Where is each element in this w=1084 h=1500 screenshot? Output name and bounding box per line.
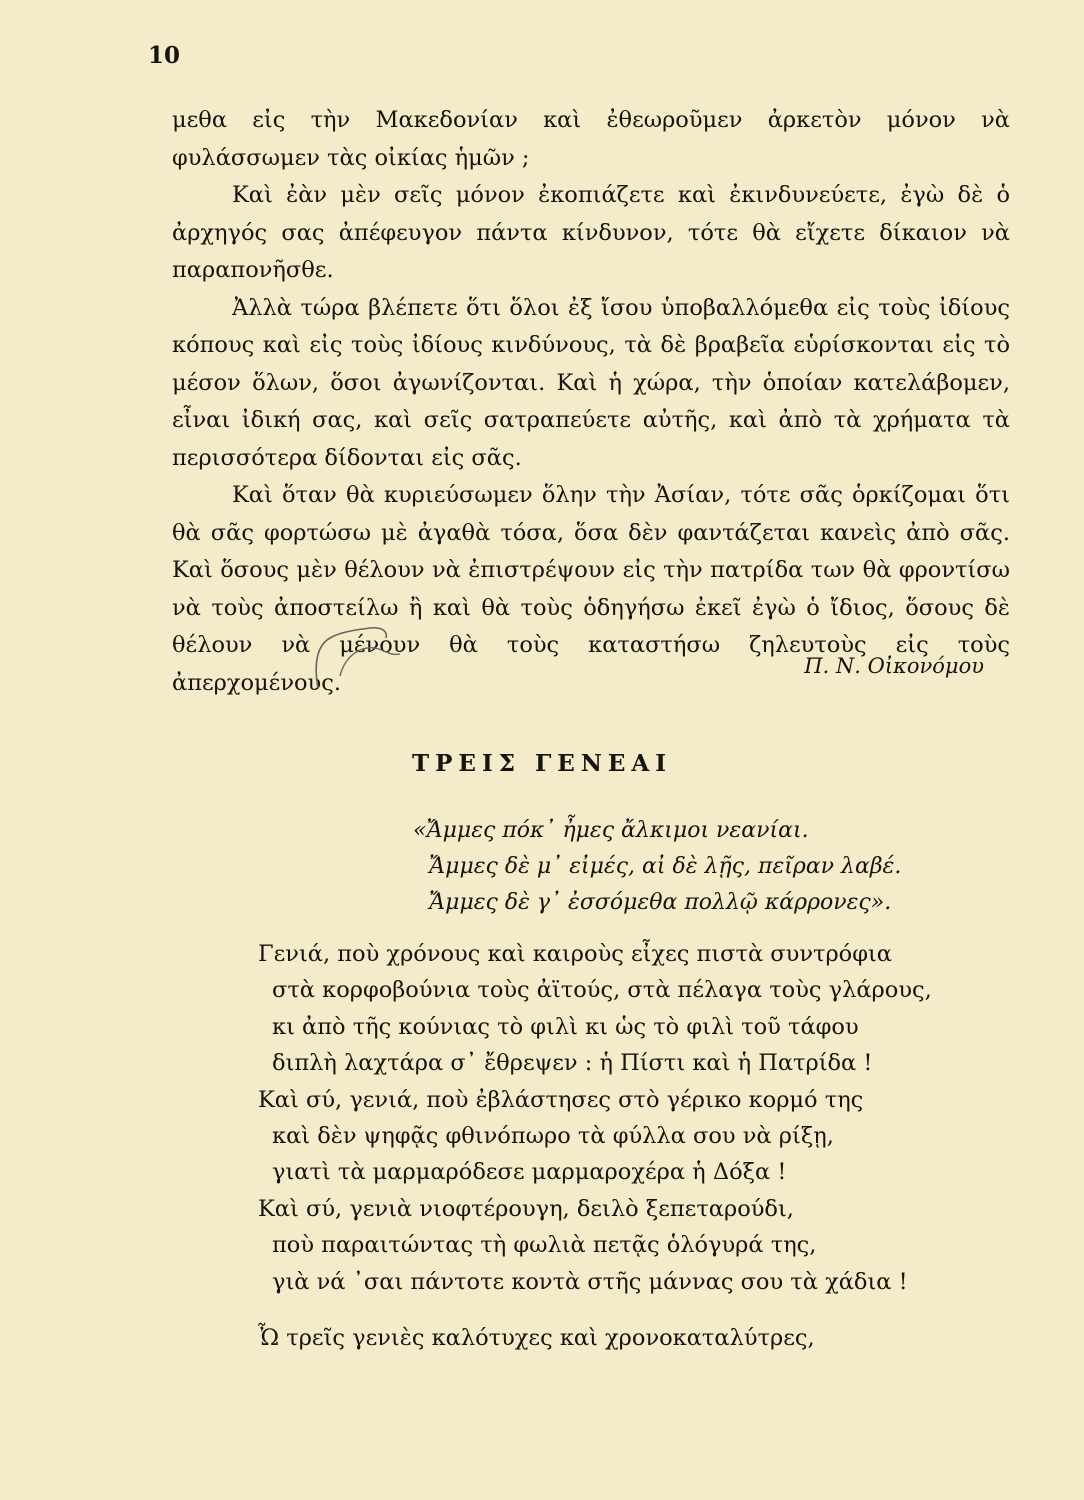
poem-title: ΤΡΕΙΣ ΓΕΝΕΑΙ bbox=[412, 750, 672, 777]
verse-line: κι ἀπὸ τῆς κούνιας τὸ φιλὶ κι ὡς τὸ φιλὶ τοῦ τάφου bbox=[272, 1013, 859, 1040]
paragraph: Ἀλλὰ τώρα βλέπετε ὅτι ὅλοι ἐξ ἴσου ὑποβαλλόμεθα εἰς τοὺς ἰδίους κόπους καὶ εἰς τοὺς ἰδίους κινδύνους, τὰ δὲ βραβεῖα εὑρίσκονται εἰς τὸ μέσον ὅλων, ὅσοι ἀγωνίζονται. Καὶ ἡ χώρα, τὴν ὁποίαν κατελάβομεν, εἶναι ἰδική σας, καὶ σεῖς σατραπεύετε αὐτῆς, καὶ ἀπὸ τὰ χρήματα τὰ περισσότερα δίδονται εἰς σᾶς. bbox=[172, 294, 1010, 471]
verse-line: καὶ δὲν ψηφᾷς φθινόπωρο τὰ φύλλα σου νὰ ρίξῃ, bbox=[272, 1123, 834, 1150]
verse-line: στὰ κορφοβούνια τοὺς ἀϊτούς, στὰ πέλαγα τοὺς γλάρους, bbox=[272, 977, 932, 1004]
author-signature: Π. Ν. Οἰκονόμου bbox=[804, 654, 984, 678]
verse-line: Καὶ σύ, γενιά, ποὺ ἐβλάστησες στὸ γέρικο κορμό της bbox=[258, 1086, 864, 1113]
epigraph-line: Ἄμμες δὲ μ᾿ εἰμές, αἰ δὲ λῇς, πεῖραν λαβέ. bbox=[429, 854, 902, 879]
verse-line: ποὺ παραιτώντας τὴ φωλιὰ πετᾷς ὁλόγυρά της, bbox=[272, 1232, 817, 1259]
paragraph: Καὶ ἐὰν μὲν σεῖς μόνον ἐκοπιάζετε καὶ ἐκινδυνεύετε, ἐγὼ δὲ ὁ ἀρχηγός σας ἀπέφευγον πάντα κίνδυνον, τότε θὰ εἴχετε δίκαιον νὰ παραπονῆσθε. bbox=[172, 182, 1010, 283]
verse-line: Καὶ σύ, γενιὰ νιοφτέρουγη, δειλὸ ξεπεταρούδι, bbox=[258, 1195, 794, 1222]
epigraph bbox=[413, 813, 901, 921]
page-number: 10 bbox=[148, 42, 181, 69]
epigraph-line: «Ἄμμες πόκ᾿ ἦμες ἄλκιμοι νεανίαι. bbox=[413, 818, 809, 843]
verse-line: Γενιά, ποὺ χρόνους καὶ καιροὺς εἶχες πιστὰ συντρόφια bbox=[258, 941, 892, 967]
verse-line: γιὰ νά ᾿σαι πάντοτε κοντὰ στῆς μάννας σου τὰ χάδια ! bbox=[272, 1268, 908, 1295]
paragraph: Καὶ ὅταν θὰ κυριεύσωμεν ὅλην τὴν Ἀσίαν, τότε σᾶς ὁρκίζομαι ὅτι θὰ σᾶς φορτώσω μὲ ἀγαθὰ τόσα, ὅσα δὲν φαντάζεται κανεὶς ἀπὸ σᾶς. Καὶ ὅσους μὲν θέλουν νὰ ἐπιστρέψουν εἰς τὴν πατρίδα των θὰ φροντίσω νὰ τοὺς ἀποστείλω ἢ καὶ θὰ τοὺς ὁδηγήσω ἐκεῖ ἐγὼ ὁ ἴδιος, ὅσους δὲ θέλουν νὰ μένουν θὰ τοὺς καταστήσω ζηλευτοὺς εἰς τοὺς ἀπερχομένους. bbox=[172, 482, 1010, 696]
verse-line: Ὦ τρεῖς γενιὲς καλότυχες καὶ χρονοκαταλύτρες, bbox=[258, 1325, 815, 1351]
verse-line: διπλὴ λαχτάρα σ᾿ ἔθρεψεν : ἡ Πίστι καὶ ἡ Πατρίδα ! bbox=[272, 1050, 873, 1077]
verse-line: γιατὶ τὰ μαρμαρόδεσε μαρμαροχέρα ἡ Δόξα ! bbox=[272, 1159, 787, 1186]
handwritten-mark bbox=[300, 616, 410, 696]
prose-text bbox=[172, 102, 1010, 702]
poem-verse bbox=[258, 936, 932, 1300]
epigraph-line: Ἄμμες δὲ γ᾿ ἐσσόμεθα πολλῷ κάρρονες». bbox=[429, 890, 892, 915]
paragraph: μεθα εἰς τὴν Μακεδονίαν καὶ ἐθεωροῦμεν ἀρκετὸν μόνον νὰ φυλάσσωμεν τὰς οἰκίας ἡμῶν ; bbox=[172, 107, 1010, 171]
